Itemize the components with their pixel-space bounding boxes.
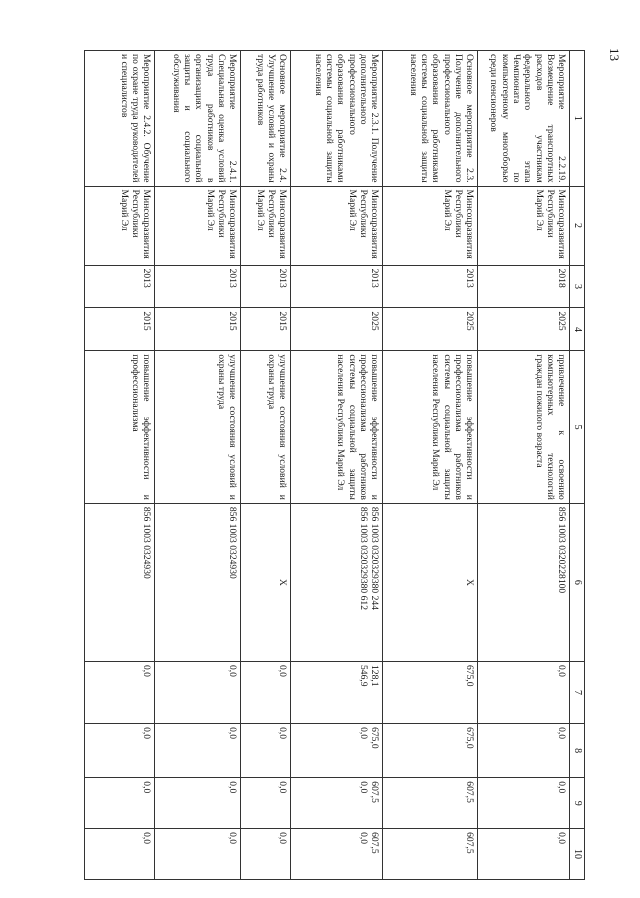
end-year-cell: 2015: [241, 308, 291, 351]
value-col9-cell: 0,0: [155, 778, 241, 829]
header-cell: 5: [570, 351, 585, 503]
measure-name-cell: Основное мероприятие 2.3. Получение дополнительного профессионального образования работниками системы социальной защиты населения: [383, 51, 478, 187]
measure-name-cell: Мероприятие 2.3.1. Получение дополнительного профессионального образования работниками системы социальной защиты населения: [291, 51, 383, 187]
header-cell: 6: [570, 503, 585, 661]
start-year-cell: 2018: [478, 265, 570, 308]
value-col10-cell: 0,0: [85, 829, 155, 880]
value-col9-cell: 0,0: [478, 778, 570, 829]
value-col7-cell: 0,0: [85, 661, 155, 723]
table-row: [291, 51, 383, 880]
page-number: 13: [607, 48, 622, 61]
value-col10-cell: 607,5 0,0: [291, 829, 383, 880]
executor-cell: Минсоцразвития Республики Марий Эл: [291, 186, 383, 265]
table-row: [241, 51, 291, 880]
start-year-cell: 2013: [241, 265, 291, 308]
end-year-cell: 2025: [383, 308, 478, 351]
measure-name-cell: Мероприятие 2.2.19. Возмещение транспортных расходов участникам федерального этапа Чемпионата по компьютерному многоборью среди пенсионеров: [478, 51, 570, 187]
header-cell: 8: [570, 724, 585, 778]
expected-result-cell: привлечение к освоению компьютерных технологий граждан пожилого возраста: [478, 351, 570, 503]
budget-code-cell: Х: [383, 503, 478, 661]
end-year-cell: 2025: [291, 308, 383, 351]
budget-code-cell: 856 1003 0320228100: [478, 503, 570, 661]
rotated-table-container: [115, 50, 585, 880]
value-col9-cell: 0,0: [85, 778, 155, 829]
budget-code-cell: Х: [241, 503, 291, 661]
value-col10-cell: 0,0: [478, 829, 570, 880]
value-col7-cell: 128,1 546,9: [291, 661, 383, 723]
measure-name-cell: Мероприятие 2.4.2. Обучение по охране труда руководителей и специалистов: [85, 51, 155, 187]
value-col7-cell: 0,0: [478, 661, 570, 723]
value-col9-cell: 607,5: [383, 778, 478, 829]
header-cell: 3: [570, 265, 585, 308]
value-col10-cell: 0,0: [241, 829, 291, 880]
value-col9-cell: 0,0: [241, 778, 291, 829]
value-col7-cell: 0,0: [241, 661, 291, 723]
value-col8-cell: 0,0: [478, 724, 570, 778]
expected-result-cell: повышение эффективности и профессионализма работников системы социальной защиты населения Республики Марий Эл: [383, 351, 478, 503]
budget-code-cell: 856 1003 0324930: [85, 503, 155, 661]
value-col8-cell: 675,0: [383, 724, 478, 778]
table-row: [383, 51, 478, 880]
executor-cell: Минсоцразвития Республики Марий Эл: [383, 186, 478, 265]
header-cell: 10: [570, 829, 585, 880]
table-row: [155, 51, 241, 880]
header-cell: 9: [570, 778, 585, 829]
value-col8-cell: 675,0 0,0: [291, 724, 383, 778]
header-cell: 7: [570, 661, 585, 723]
value-col9-cell: 607,5 0,0: [291, 778, 383, 829]
table-row: [85, 51, 155, 880]
executor-cell: Минсоцразвития Республики Марий Эл: [478, 186, 570, 265]
start-year-cell: 2013: [383, 265, 478, 308]
value-col8-cell: 0,0: [85, 724, 155, 778]
expected-result-cell: улучшение состояния условий и охраны труда: [155, 351, 241, 503]
header-cell: 1: [570, 51, 585, 187]
table-row: [478, 51, 570, 880]
end-year-cell: 2015: [155, 308, 241, 351]
start-year-cell: 2013: [155, 265, 241, 308]
program-measures-table: [84, 50, 585, 880]
value-col8-cell: 0,0: [241, 724, 291, 778]
start-year-cell: 2013: [291, 265, 383, 308]
budget-code-cell: 856 1003 0320329380 244 856 1003 0320329380 612: [291, 503, 383, 661]
budget-code-cell: 856 1003 0324930: [155, 503, 241, 661]
executor-cell: Минсоцразвития Республики Марий Эл: [241, 186, 291, 265]
header-cell: 2: [570, 186, 585, 265]
value-col10-cell: 607,5: [383, 829, 478, 880]
measure-name-cell: Основное мероприятие 2.4. Улучшение условий и охраны труда работников: [241, 51, 291, 187]
expected-result-cell: повышение эффективности и профессионализма: [85, 351, 155, 503]
end-year-cell: 2025: [478, 308, 570, 351]
value-col8-cell: 0,0: [155, 724, 241, 778]
header-row: [570, 51, 585, 880]
table-body: [85, 51, 570, 880]
end-year-cell: 2015: [85, 308, 155, 351]
measure-name-cell: Мероприятие 2.4.1. Специальная оценка условий труда работников в организациях социальной защиты и социального обслуживания: [155, 51, 241, 187]
expected-result-cell: улучшение состояния условий и охраны труда: [241, 351, 291, 503]
start-year-cell: 2013: [85, 265, 155, 308]
header-cell: 4: [570, 308, 585, 351]
executor-cell: Минсоцразвития Республики Марий Эл: [155, 186, 241, 265]
value-col7-cell: 675,0: [383, 661, 478, 723]
expected-result-cell: повышение эффективности и профессионализма работников системы социальной защиты населения Республики Марий Эл: [291, 351, 383, 503]
value-col7-cell: 0,0: [155, 661, 241, 723]
value-col10-cell: 0,0: [155, 829, 241, 880]
executor-cell: Минсоцразвития Республики Марий Эл: [85, 186, 155, 265]
